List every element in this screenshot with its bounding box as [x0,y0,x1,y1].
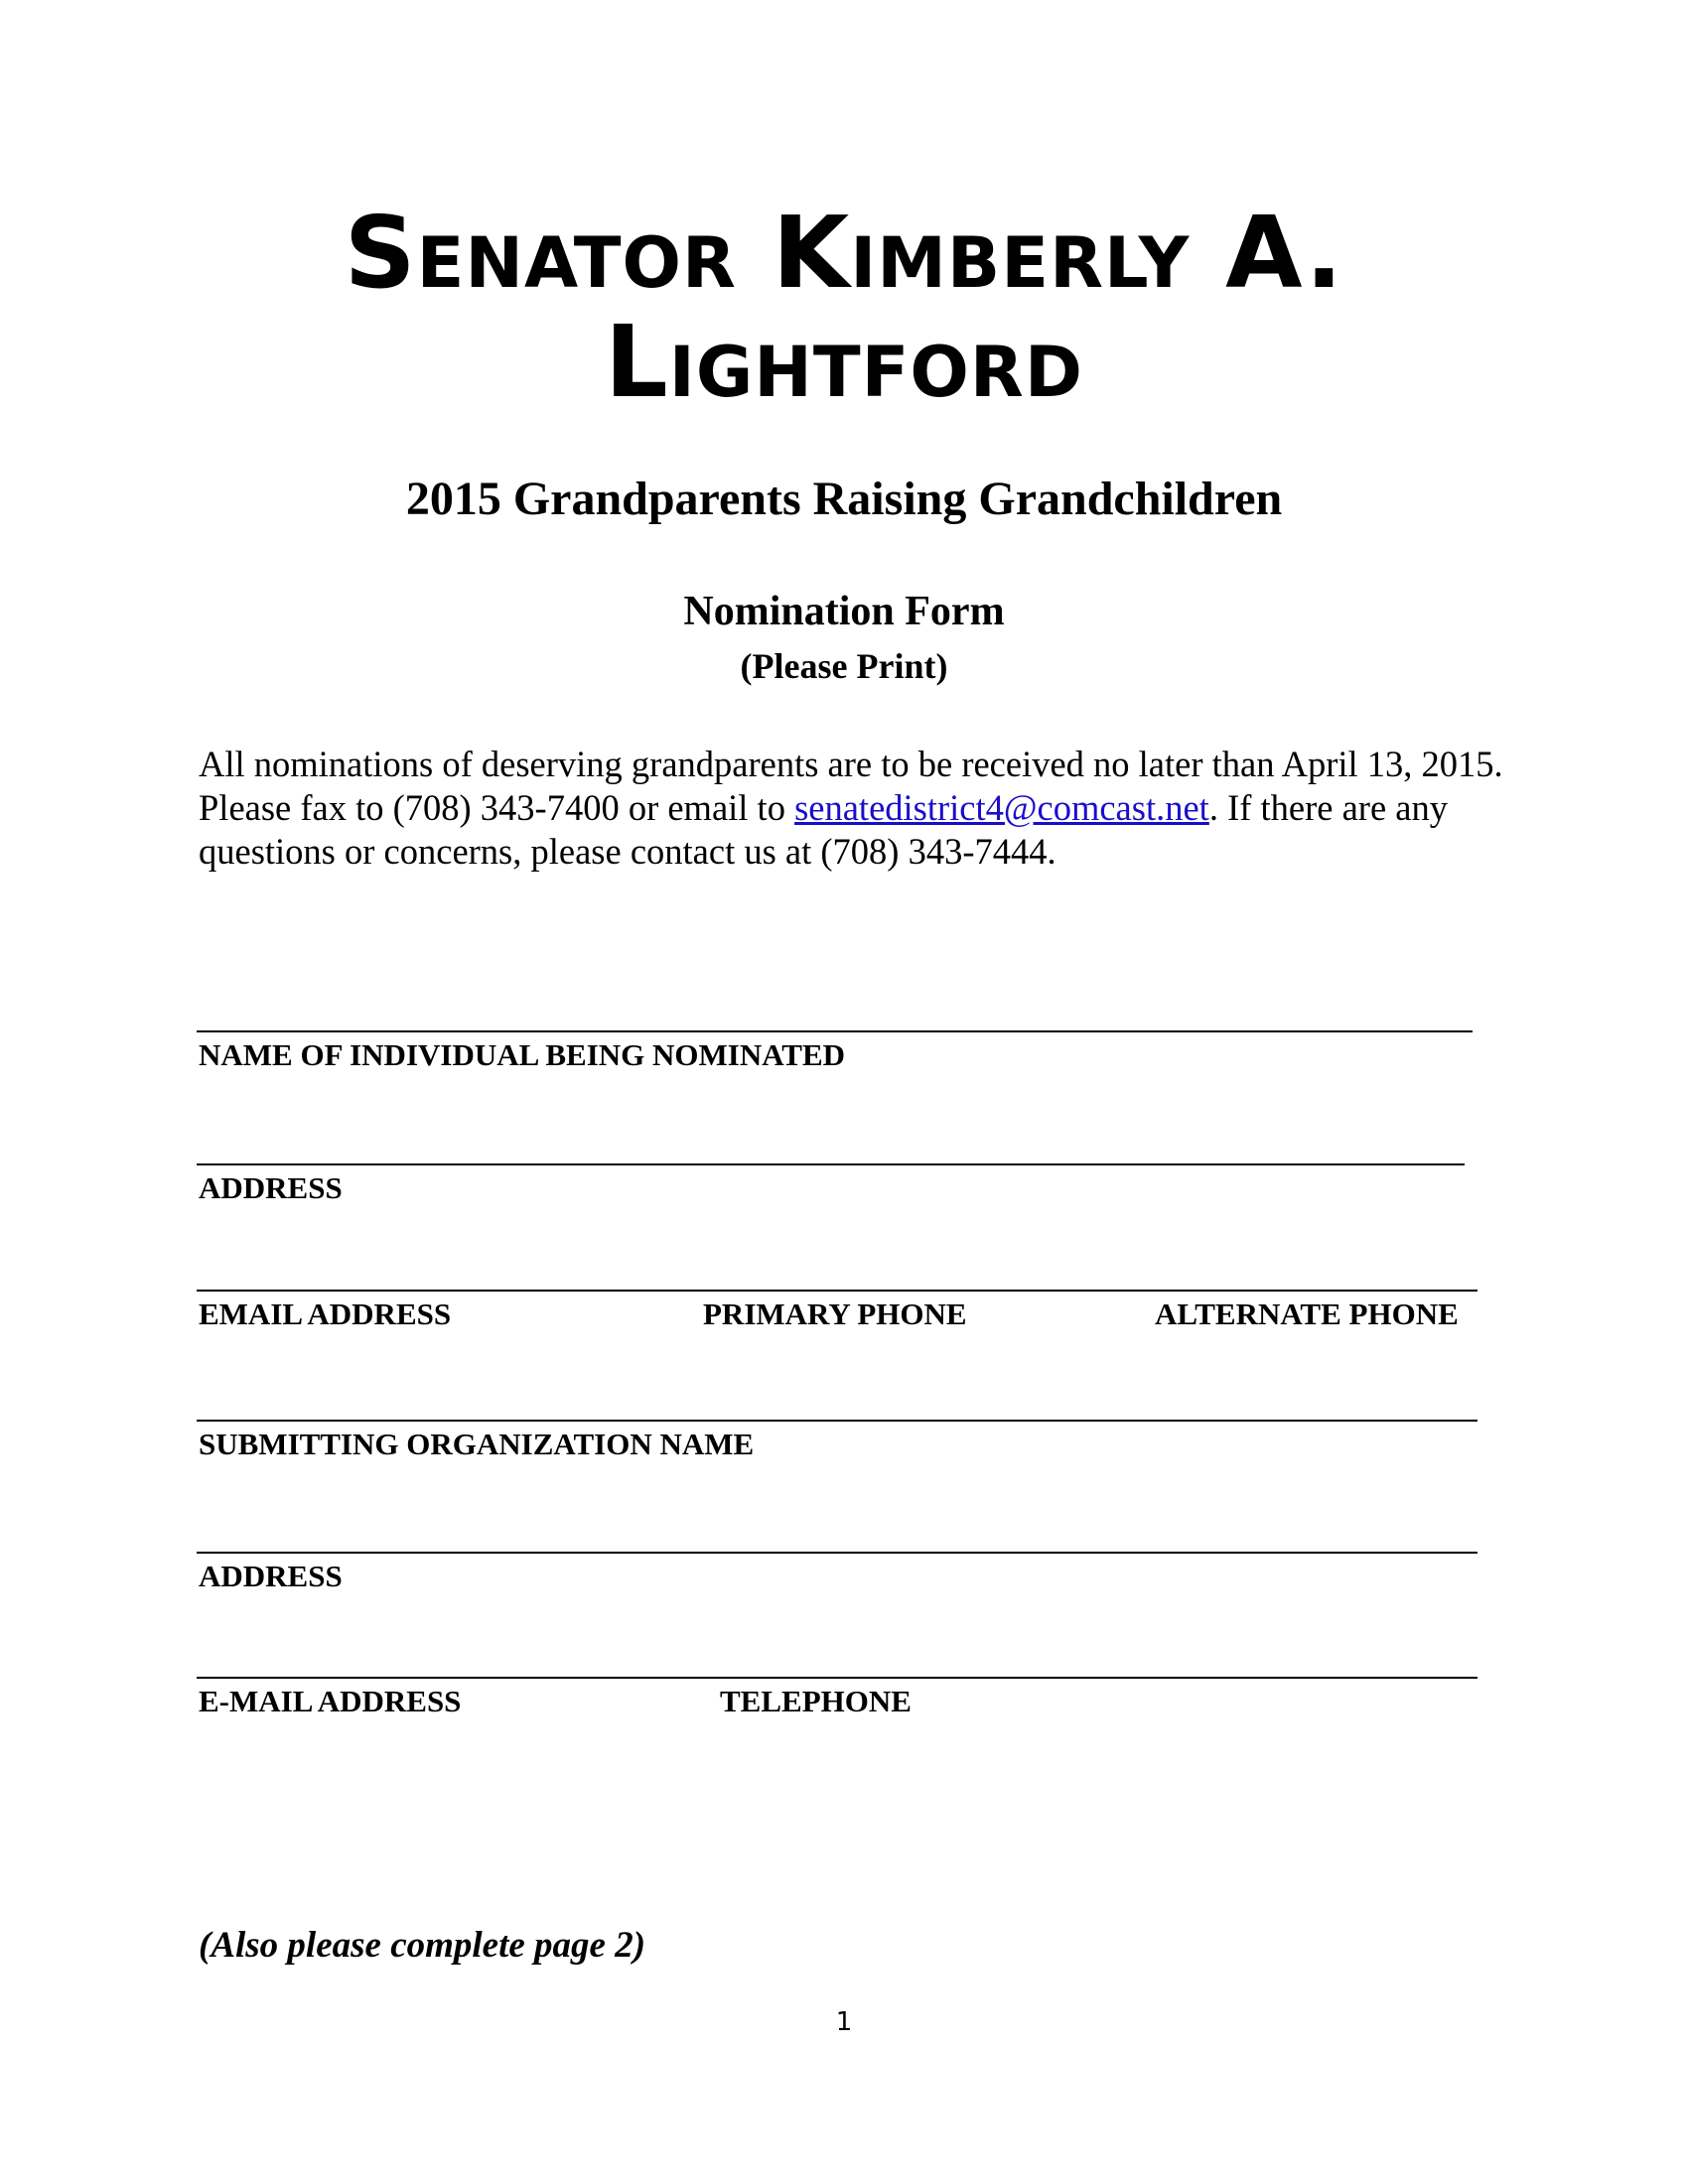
intro-text-before: All nominations of deserving grandparents are to be received no later than April 13, 2015. Please fax to (708) 343-7400 or email to [199,744,1503,828]
org-address-line[interactable] [197,1552,1477,1554]
org-contact-line[interactable] [197,1677,1477,1679]
nominee-name-line[interactable] [197,1030,1473,1032]
senator-surname-title [199,304,1489,446]
intro-paragraph [199,743,1509,874]
event-title: 2015 Grandparents Raising Grandchildren [405,473,1283,525]
title-line-1: Senator Kimberly A. [344,195,1344,311]
org-telephone-label: TELEPHONE [720,1684,912,1718]
nominee-contact-line[interactable] [197,1290,1477,1292]
page-number: 1 [835,2007,853,2037]
nominee-alternate-phone-label: ALTERNATE PHONE [1155,1297,1459,1331]
intro-text-after: . If there are any questions or concerns, please contact us at (708) 343-7444. [199,787,1448,872]
closing-note: (Also please complete page 2) [199,1925,646,1966]
org-address-label: ADDRESS [199,1559,343,1593]
form-title: Nomination Form [683,589,1005,634]
print-note: (Please Print) [740,646,948,686]
org-name-label: SUBMITTING ORGANIZATION NAME [199,1427,755,1461]
org-email-label: E-MAIL ADDRESS [199,1684,462,1718]
nominee-primary-phone-label: PRIMARY PHONE [703,1297,967,1331]
org-name-line[interactable] [197,1420,1477,1422]
nominee-name-label: NAME OF INDIVIDUAL BEING NOMINATED [199,1037,846,1072]
title-line-2: Lightford [605,304,1083,420]
nominee-address-label: ADDRESS [199,1170,343,1205]
nominee-address-line[interactable] [197,1163,1465,1165]
nominee-email-label: EMAIL ADDRESS [199,1297,452,1331]
email-link[interactable]: senatedistrict4@comcast.net [794,787,1209,828]
